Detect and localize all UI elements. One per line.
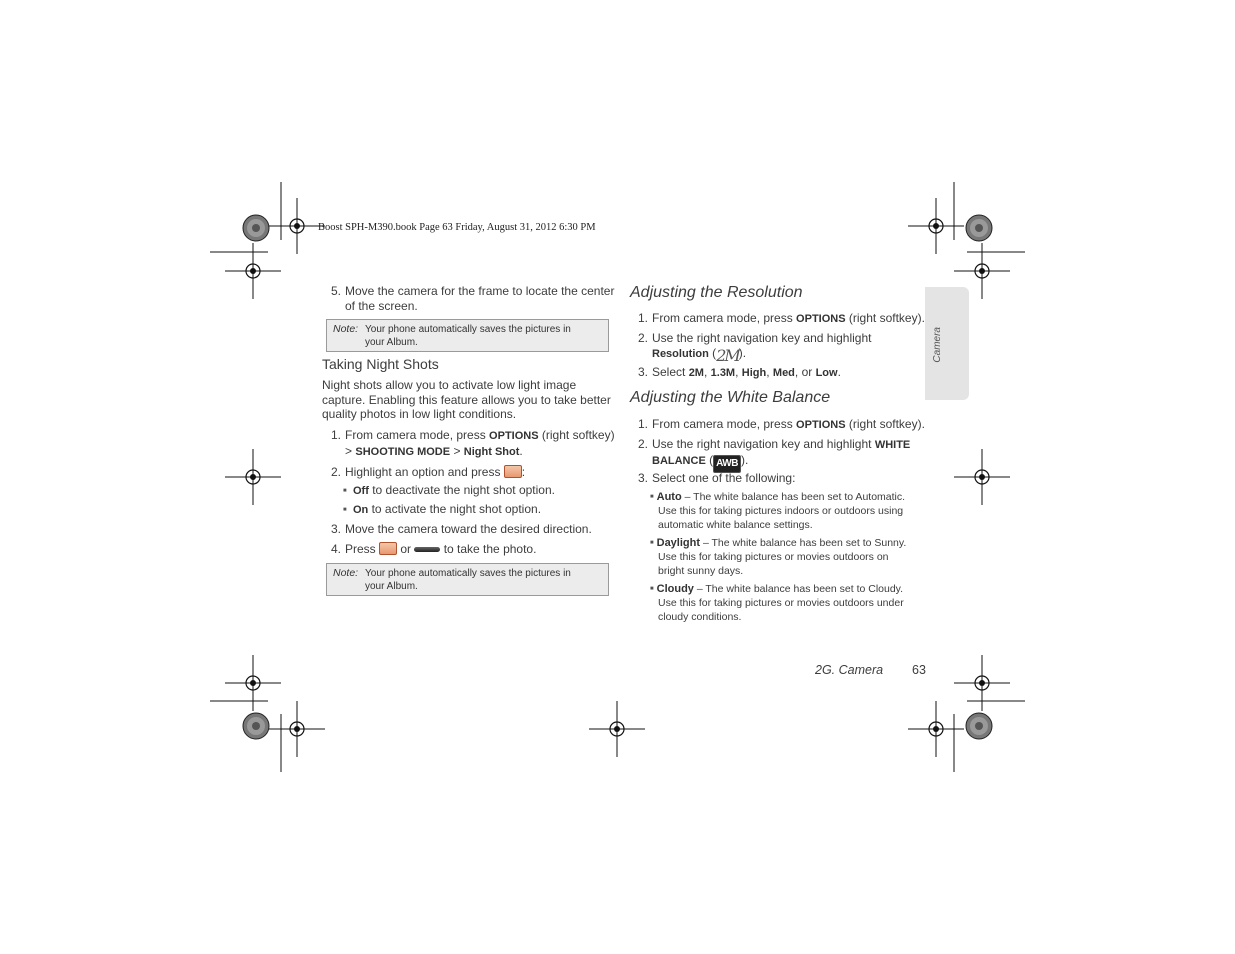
- book-header: Boost SPH-M390.book Page 63 Friday, August 31, 2012 6:30 PM: [318, 222, 596, 233]
- step-2-white-balance: 2. Use the right navigation key and highlight WHITE BALANCE ( AWB ).: [652, 437, 927, 473]
- resolution-icon: 2M: [716, 345, 739, 365]
- bullet-on: ■ On to activate the night shot option.: [343, 502, 613, 518]
- ok-key-icon: [504, 465, 522, 478]
- option-cloudy: ■ Cloudy – The white balance has been set to Cloudy. Use this for taking pictures or movies outdoors under cloudy conditions.: [650, 582, 925, 624]
- note-label: Note:: [333, 567, 359, 579]
- step-1-white-balance: 1. From camera mode, press OPTIONS (right softkey).: [638, 417, 925, 431]
- ok-key-icon: [379, 542, 397, 555]
- awb-icon: AWB: [713, 455, 741, 474]
- side-tab-label: Camera: [932, 327, 943, 363]
- footer-section: 2G. Camera: [815, 663, 884, 677]
- note-box-1: [326, 319, 609, 352]
- section-title-white-balance: Adjusting the White Balance: [630, 389, 831, 406]
- step-5: 5. Move the camera for the frame to locate the center of the screen.: [331, 284, 615, 313]
- step-2-resolution: 2. Use the right navigation key and highlight Resolution (2M).: [638, 331, 872, 365]
- side-tab: [925, 287, 969, 400]
- bullet-off: ■ Off to deactivate the night shot option.: [343, 483, 613, 499]
- step-4-night: 4. Press or to take the photo.: [331, 542, 537, 556]
- section-title-night-shots: Taking Night Shots: [322, 356, 439, 372]
- camera-key-icon: [414, 547, 440, 552]
- night-shots-intro: Night shots allow you to activate low light image capture. Enabling this feature allows you to take better quality photos in low light conditions.: [322, 378, 611, 421]
- option-daylight: ■ Daylight – The white balance has been set to Sunny. Use this for taking pictures or movies outdoors on bright sunny days.: [650, 536, 925, 578]
- step-2-night: 2. Highlight an option and press :: [331, 465, 526, 479]
- step-1-night: 1. From camera mode, press OPTIONS (right softkey) > SHOOTING MODE > Night Shot.: [331, 428, 615, 458]
- step-3-night: 3. Move the camera toward the desired direction.: [331, 522, 592, 536]
- section-title-resolution: Adjusting the Resolution: [630, 284, 803, 301]
- page-number: 63: [912, 663, 926, 677]
- step-1-resolution: 1. From camera mode, press OPTIONS (right softkey).: [638, 311, 925, 325]
- step-3-white-balance: 3. Select one of the following:: [638, 471, 796, 485]
- note-text: Your phone automatically saves the pictures in your Album.: [365, 568, 571, 592]
- note-text: Your phone automatically saves the pictures in your Album.: [365, 324, 571, 348]
- note-box-2: [326, 563, 609, 596]
- option-auto: ■ Auto – The white balance has been set to Automatic. Use this for taking pictures indoors or outdoors using automatic white balance settings.: [650, 490, 925, 532]
- step-3-resolution: 3. Select 2M, 1.3M, High, Med, or Low.: [638, 365, 841, 379]
- note-label: Note:: [333, 323, 359, 335]
